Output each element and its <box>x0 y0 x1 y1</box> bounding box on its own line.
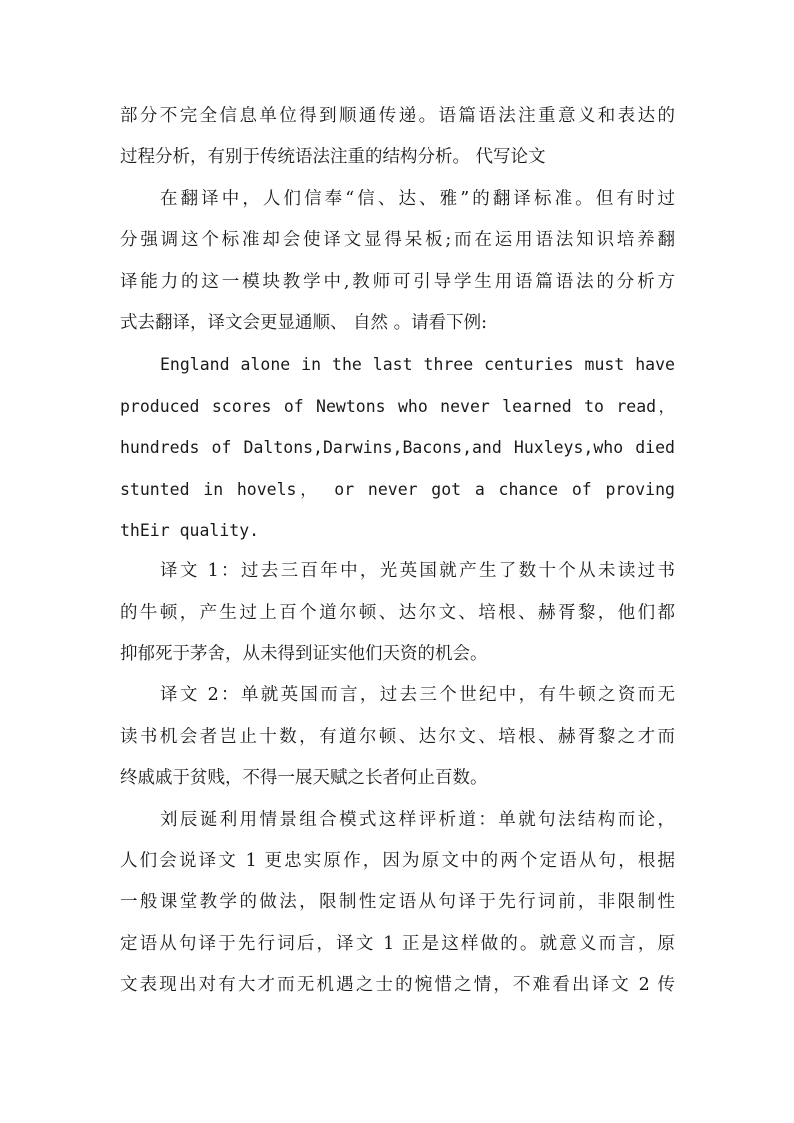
text-line: 一般课堂教学的做法，限制性定语从句译于先行词前，非限制性 <box>120 892 675 913</box>
text-line: 文表现出对有大才而无机遇之士的惋惜之情，不难看出译文 2 传 <box>120 975 675 996</box>
text-line: 译能力的这一模块教学中,教师可引导学生用语篇语法的分析方 <box>120 271 675 292</box>
text-line: 过程分析，有别于传统语法注重的结构分析。 代写论文 <box>120 147 546 168</box>
text-line: 读书机会者岂止十数，有道尔顿、达尔文、培根、赫胥黎之才而 <box>120 726 675 747</box>
english-quote-line: stunted in hovels， or never got a chance of proving <box>120 479 675 499</box>
text-line: 分强调这个标准却会使译文显得呆板;而在运用语法知识培养翻 <box>120 230 675 251</box>
text-line: 抑郁死于茅舍，从未得到证实他们天资的机会。 <box>120 644 488 665</box>
text-line: 部分不完全信息单位得到顺通传递。语篇语法注重意义和表达的 <box>120 106 675 126</box>
translation-1-start: 译文 1：过去三百年中，光英国就产生了数十个从未读过书 <box>160 561 675 582</box>
english-quote-line: produced scores of Newtons who never learned to read， <box>120 396 675 416</box>
text-line: 定语从句译于先行词后，译文 1 正是这样做的。就意义而言，原 <box>120 933 675 954</box>
text-line: 的牛顿，产生过上百个道尔顿、达尔文、培根、赫胥黎，他们都 <box>120 602 675 623</box>
translation-2-start: 译文 2：单就英国而言，过去三个世纪中，有牛顿之资而无 <box>160 685 675 706</box>
english-quote-line: thEir quality. <box>120 520 260 540</box>
text-line: 式去翻译，译文会更显通顺、 自然 。请看下例: <box>120 312 488 333</box>
text-line: 人们会说译文 1 更忠实原作，因为原文中的两个定语从句，根据 <box>120 851 675 872</box>
english-quote-line: hundreds of Daltons,Darwins,Bacons,and Huxleys,who died <box>120 438 675 458</box>
paragraph-start: 在翻译中，人们信奉“信、达、雅”的翻译标准。但有时过 <box>160 188 675 209</box>
text-line: 终戚戚于贫贱，不得一展天赋之长者何止百数。 <box>120 768 488 789</box>
body-text <box>120 96 675 1007</box>
english-quote-line: England alone in the last three centuries must have <box>160 355 675 375</box>
paragraph-start: 刘辰诞利用情景组合模式这样评析道：单就句法结构而论， <box>160 809 675 830</box>
